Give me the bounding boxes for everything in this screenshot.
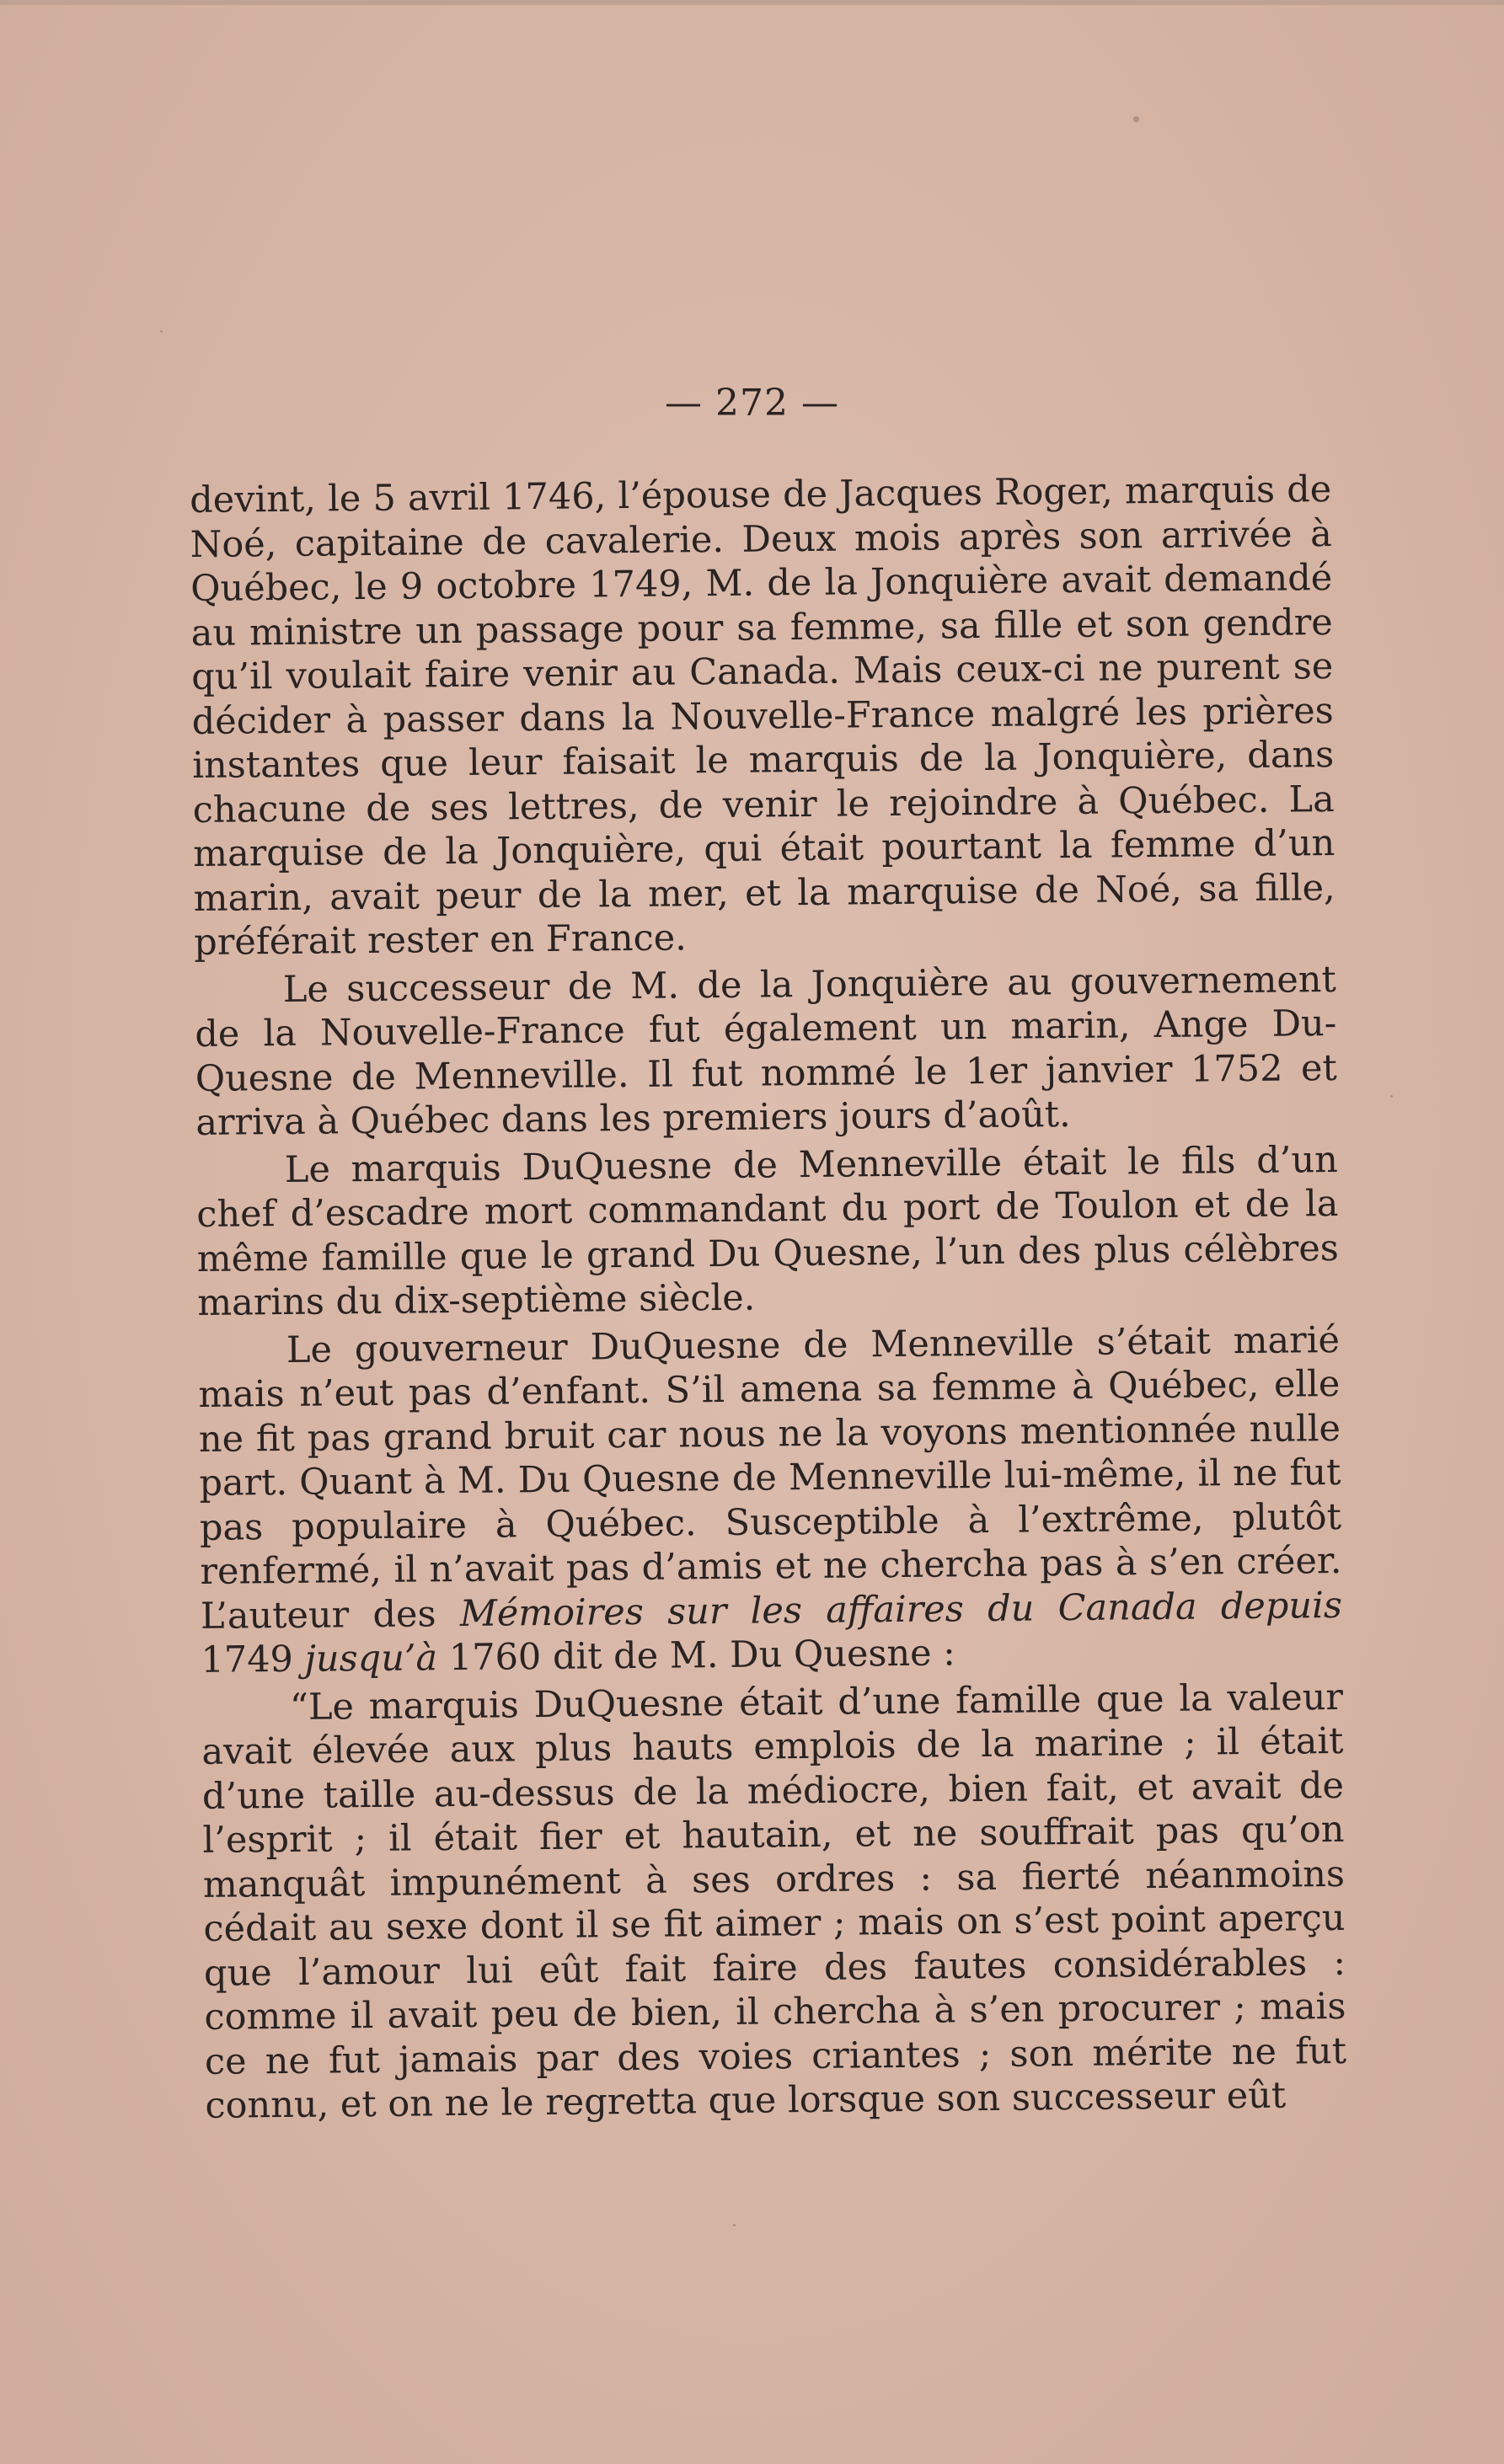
paper-speck bbox=[160, 330, 163, 333]
paragraph-4 bbox=[198, 1318, 1343, 1682]
paper-speck bbox=[1133, 116, 1139, 122]
jusqua-italic: jusqu’à bbox=[304, 1637, 438, 1681]
page-top-edge bbox=[0, 0, 1504, 5]
paragraph-4-text-middle: 1749 bbox=[201, 1638, 305, 1681]
memoires-title-italic: Mémoires sur les affaires du Canada depuis bbox=[459, 1584, 1343, 1635]
paragraph-3: Le marquis DuQuesne de Menneville était le fils d’un chef d’escadre mort commandant du port de Toulon et de la même famille que le grand Du Quesne, l’un des plus célèbres marins du dix-septième siècle. bbox=[196, 1138, 1340, 1324]
page-number: — 272 — bbox=[665, 382, 839, 425]
paper-speck bbox=[1390, 1095, 1393, 1098]
paragraph-2: Le successeur de M. de la Jonquière au gouvernement de la Nouvelle-France fut également un marin, Ange Du-Quesne de Menneville. Il fut nommé le 1er janvier 1752 et arriva à Québec dans les premiers jours d’août. bbox=[195, 958, 1338, 1144]
body-text bbox=[190, 468, 1347, 2128]
paragraph-4-text-after: 1760 dit de M. Du Quesne : bbox=[436, 1632, 956, 1680]
paper-speck bbox=[733, 2224, 736, 2226]
paragraph-1: devint, le 5 avril 1746, l’épouse de Jacques Roger, marquis de Noé, capitaine de cavalerie. Deux mois après son arrivée à Québec, le 9 octobre 1749, M. de la Jonquière avait demandé au ministre un passage pour sa femme, sa fille et son gendre qu’il voulait faire venir au Canada. Mais ceux-ci ne purent se décider à passer dans la Nouvelle-France malgré les prières instantes que leur faisait le marquis de la Jonquière, dans chacune de ses lettres, de venir le rejoindre à Québec. La marquise de la Jonquière, qui était pourtant la femme d’un marin, avait peur de la mer, et la marquise de Noé, sa fille, préférait rester en France. bbox=[190, 468, 1335, 964]
paragraph-4-text-before: Le gouverneur DuQuesne de Menneville s’était marié mais n’eut pas d’enfant. S’il amena sa femme à Québec, elle ne fit pas grand bruit car nous ne la voyons mentionnée nulle part. Quant à M. Du Quesne de Menneville lui-même, il ne fut pas populaire à Québec. Susceptible à l’extrême, plutôt renfermé, il n’avait pas d’amis et ne chercha pas à s’en créer. L’auteur des bbox=[198, 1318, 1342, 1638]
paragraph-5-quote: “Le marquis DuQuesne était d’une famille que la valeur avait élevée aux plus hauts emplois de la marine ; il était d’une taille au-dessus de la médiocre, bien fait, et avait de l’esprit ; il était fier et hautain, et ne souffrait pas qu’on manquât impunément à ses ordres : sa fierté néanmoins cédait au sexe dont il se fit aimer ; mais on s’est point aperçu que l’amour lui eût fait faire des fautes considérables : comme il avait peu de bien, il chercha à s’en procurer ; mais ce ne fut jamais par des voies criantes ; son mérite ne fut connu, et on ne le regretta que lorsque son successeur eût bbox=[201, 1676, 1347, 2127]
